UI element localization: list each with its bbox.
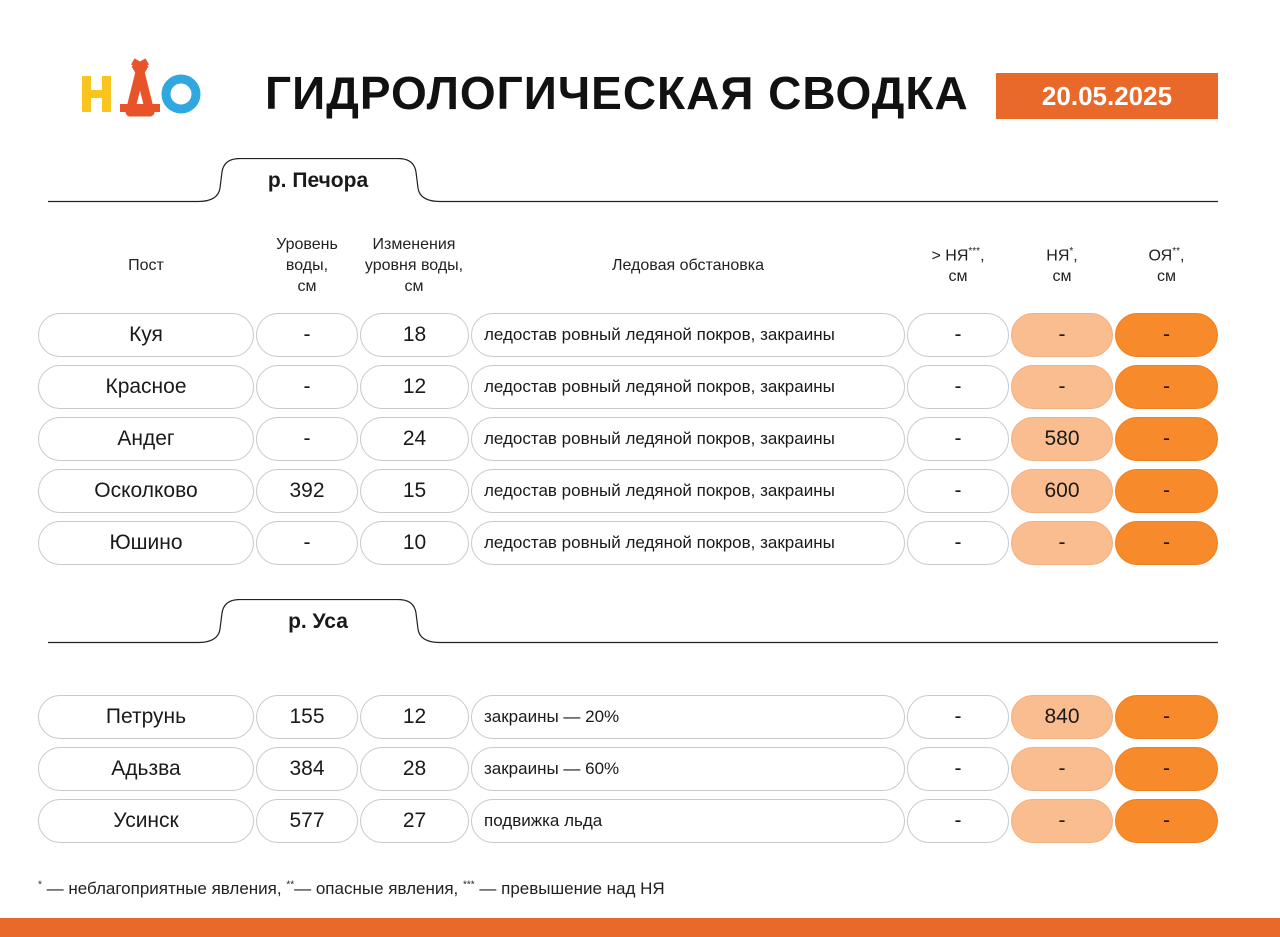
level-cell: - (256, 313, 358, 357)
gt-nya-cell: - (907, 469, 1009, 513)
nya-cell: 600 (1011, 469, 1113, 513)
section-title: р. Уса (288, 610, 348, 633)
col-header-post: Пост (128, 256, 164, 274)
post-cell: Петрунь (38, 695, 254, 739)
level-cell: 155 (256, 695, 358, 739)
oya-cell: - (1115, 313, 1218, 357)
post-cell: Осколково (38, 469, 254, 513)
ice-cell: подвижка льда (471, 799, 905, 843)
change-cell: 28 (360, 747, 469, 791)
ice-cell: ледостав ровный ледяной покров, закраины (471, 469, 905, 513)
gt-nya-cell: - (907, 521, 1009, 565)
oya-cell: - (1115, 799, 1218, 843)
oya-cell: - (1115, 695, 1218, 739)
nao-logo (80, 50, 205, 120)
date-badge: 20.05.2025 (996, 73, 1218, 119)
nya-cell: 840 (1011, 695, 1113, 739)
oya-cell: - (1115, 417, 1218, 461)
col-header-level: Уровень воды, см (276, 235, 338, 295)
oya-cell: - (1115, 469, 1218, 513)
nya-cell: 580 (1011, 417, 1113, 461)
section-tab-usa (48, 599, 1220, 649)
table-row (0, 417, 1280, 463)
page-title: ГИДРОЛОГИЧЕСКАЯ СВОДКА (265, 67, 969, 119)
level-cell: - (256, 365, 358, 409)
ice-cell: ледостав ровный ледяной покров, закраины (471, 521, 905, 565)
gt-nya-cell: - (907, 695, 1009, 739)
bottom-accent-bar (0, 918, 1280, 937)
oya-cell: - (1115, 747, 1218, 791)
change-cell: 12 (360, 695, 469, 739)
gt-nya-cell: - (907, 365, 1009, 409)
table-row (0, 747, 1280, 793)
post-cell: Андег (38, 417, 254, 461)
table-row (0, 469, 1280, 515)
gt-nya-cell: - (907, 799, 1009, 843)
col-header-change: Изменения уровня воды, см (364, 235, 464, 295)
footnote: * — неблагоприятные явления, **— опасные явления, *** — превышение над НЯ (38, 879, 665, 898)
level-cell: - (256, 417, 358, 461)
nya-cell: - (1011, 521, 1113, 565)
level-cell: 384 (256, 747, 358, 791)
change-cell: 12 (360, 365, 469, 409)
oya-cell: - (1115, 521, 1218, 565)
section-title: р. Печора (267, 169, 369, 192)
change-cell: 27 (360, 799, 469, 843)
post-cell: Куя (38, 313, 254, 357)
ice-cell: закраины — 20% (471, 695, 905, 739)
post-cell: Красное (38, 365, 254, 409)
post-cell: Усинск (38, 799, 254, 843)
change-cell: 10 (360, 521, 469, 565)
col-header-nya: НЯ*, см (1046, 245, 1078, 286)
table-row (0, 695, 1280, 741)
table-row (0, 365, 1280, 411)
level-cell: 577 (256, 799, 358, 843)
post-cell: Юшино (38, 521, 254, 565)
col-header-gt-nya: > НЯ***, см (931, 245, 985, 286)
ice-cell: ледостав ровный ледяной покров, закраины (471, 365, 905, 409)
oya-cell: - (1115, 365, 1218, 409)
nya-cell: - (1011, 313, 1113, 357)
ice-cell: ледостав ровный ледяной покров, закраины (471, 313, 905, 357)
nya-cell: - (1011, 365, 1113, 409)
change-cell: 24 (360, 417, 469, 461)
ice-cell: ледостав ровный ледяной покров, закраины (471, 417, 905, 461)
level-cell: 392 (256, 469, 358, 513)
gt-nya-cell: - (907, 417, 1009, 461)
table-row (0, 313, 1280, 359)
ice-cell: закраины — 60% (471, 747, 905, 791)
table-row (0, 521, 1280, 567)
gt-nya-cell: - (907, 313, 1009, 357)
level-cell: - (256, 521, 358, 565)
table-row (0, 799, 1280, 845)
change-cell: 15 (360, 469, 469, 513)
nya-cell: - (1011, 747, 1113, 791)
gt-nya-cell: - (907, 747, 1009, 791)
col-header-oya: ОЯ**, см (1148, 245, 1185, 286)
section-tab-pechora (48, 158, 1220, 208)
col-header-ice: Ледовая обстановка (611, 256, 765, 274)
post-cell: Адьзва (38, 747, 254, 791)
nya-cell: - (1011, 799, 1113, 843)
change-cell: 18 (360, 313, 469, 357)
